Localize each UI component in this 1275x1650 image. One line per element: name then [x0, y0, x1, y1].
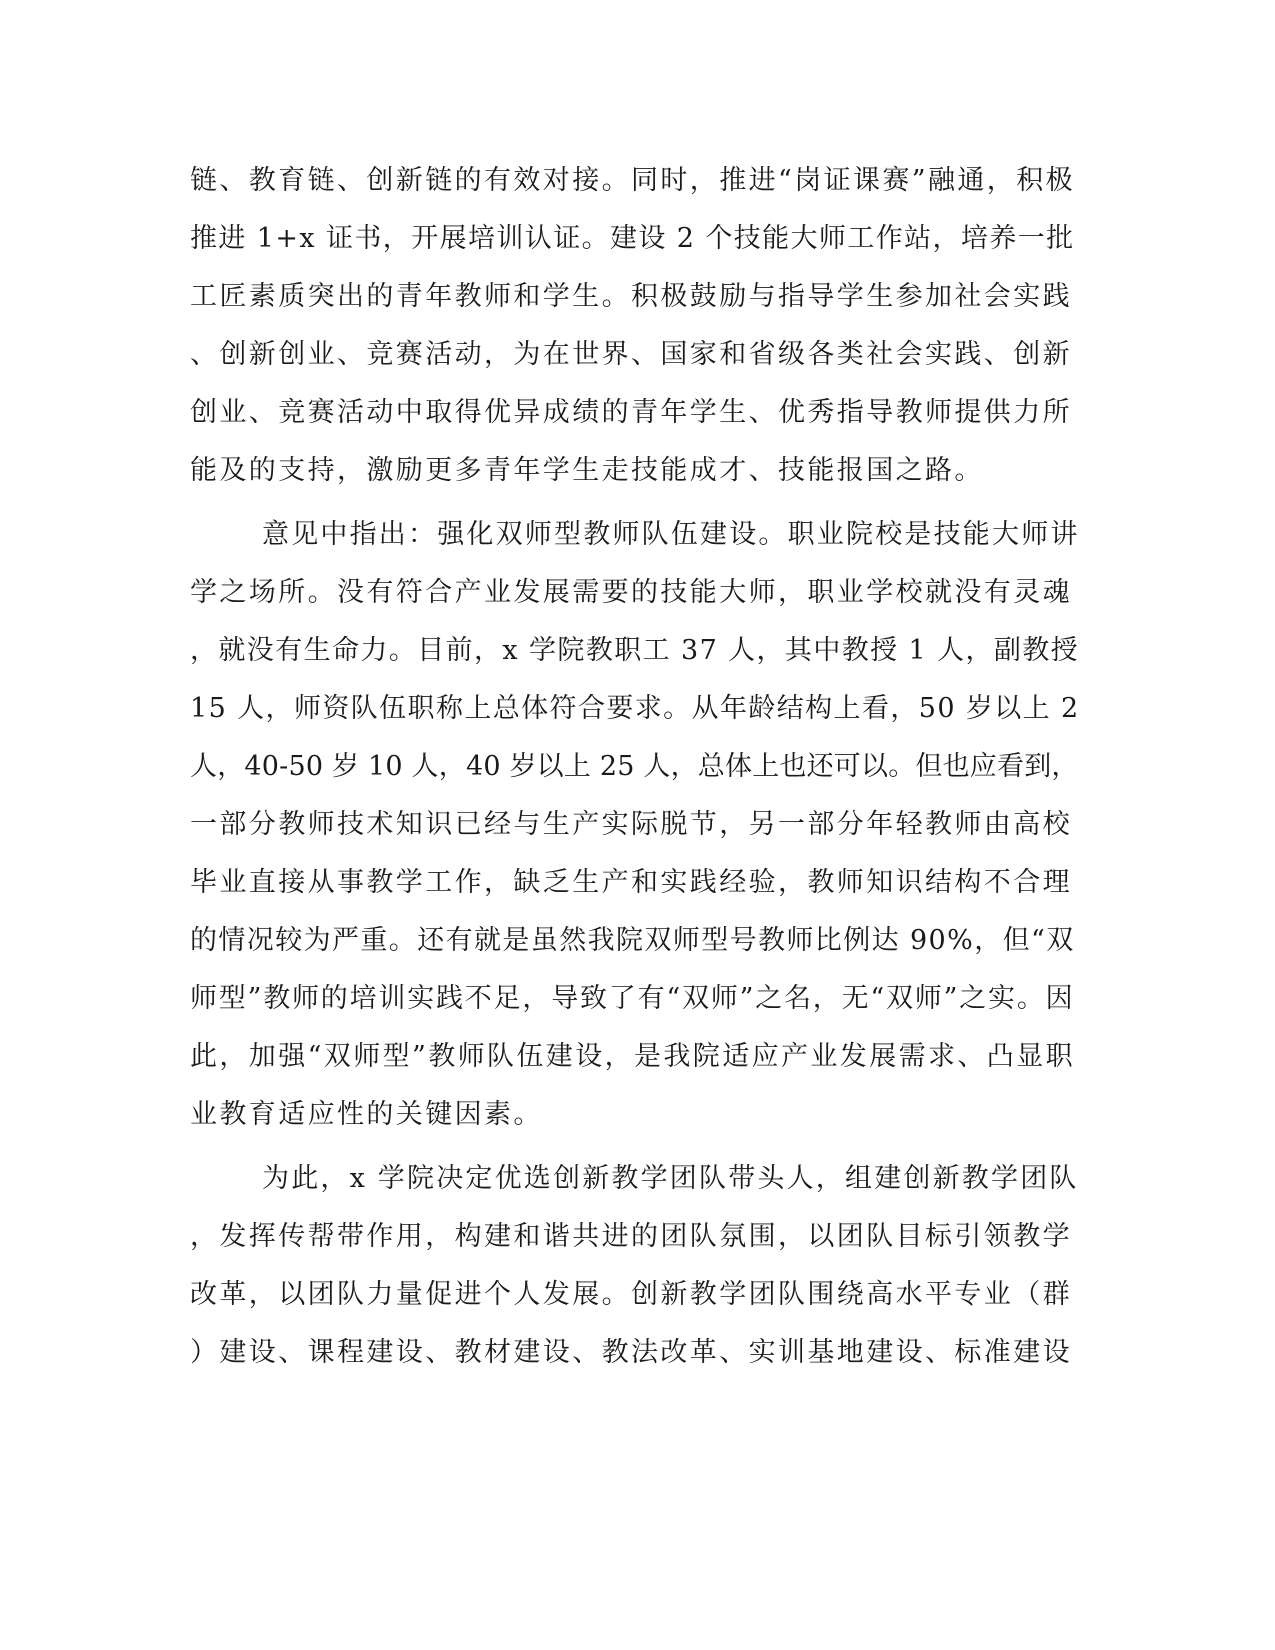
text-line: 人，40-50 岁 10 人，40 岁以上 25 人，总体上也还可以。但也应看到， — [190, 751, 1079, 782]
text-line: 业教育适应性的关键因素。 — [190, 1099, 543, 1130]
text-line: 学之场所。没有符合产业发展需要的技能大师，职业学校就没有灵魂 — [190, 577, 1072, 608]
text-line: 的情况较为严重。还有就是虽然我院双师型号教师比例达 90%，但“双 — [190, 925, 1075, 956]
paragraph-first-line: 意见中指出：强化双师型教师队伍建设。职业院校是技能大师讲 — [262, 519, 1080, 550]
text-line: 链、教育链、创新链的有效对接。同时，推进“岗证课赛”融通，积极 — [190, 165, 1076, 196]
text-line: ）建设、课程建设、教材建设、教法改革、实训基地建设、标准建设 — [190, 1337, 1072, 1368]
text-line: 创业、竞赛活动中取得优异成绩的青年学生、优秀指导教师提供力所 — [190, 397, 1072, 428]
text-line: 推进 1+x 证书，开展培训认证。建设 2 个技能大师工作站，培养一批 — [190, 223, 1075, 254]
text-line: 此，加强“双师型”教师队伍建设，是我院适应产业发展需求、凸显职 — [190, 1041, 1076, 1072]
text-line: 一部分教师技术知识已经与生产实际脱节，另一部分年轻教师由高校 — [190, 809, 1072, 840]
text-line: 毕业直接从事教学工作，缺乏生产和实践经验，教师知识结构不合理 — [190, 867, 1072, 898]
text-line: 、创新创业、竞赛活动，为在世界、国家和省级各类社会实践、创新 — [190, 339, 1072, 370]
text-line: ，就没有生命力。目前，x 学院教职工 37 人，其中教授 1 人，副教授 — [190, 635, 1080, 666]
text-line: 改革，以团队力量促进个人发展。创新教学团队围绕高水平专业（群 — [190, 1279, 1072, 1310]
text-line: 师型”教师的培训实践不足，导致了有“双师”之名，无“双师”之实。因 — [190, 983, 1075, 1014]
paragraph-first-line: 为此，x 学院决定优选创新教学团队带头人，组建创新教学团队 — [262, 1163, 1079, 1194]
text-line: 工匠素质突出的青年教师和学生。积极鼓励与指导学生参加社会实践 — [190, 281, 1072, 312]
text-line: 能及的支持，激励更多青年学生走技能成才、技能报国之路。 — [190, 455, 984, 486]
text-line: 15 人，师资队伍职称上总体符合要求。从年龄结构上看，50 岁以上 2 — [190, 693, 1080, 724]
text-line: ，发挥传帮带作用，构建和谐共进的团队氛围，以团队目标引领教学 — [190, 1221, 1072, 1252]
